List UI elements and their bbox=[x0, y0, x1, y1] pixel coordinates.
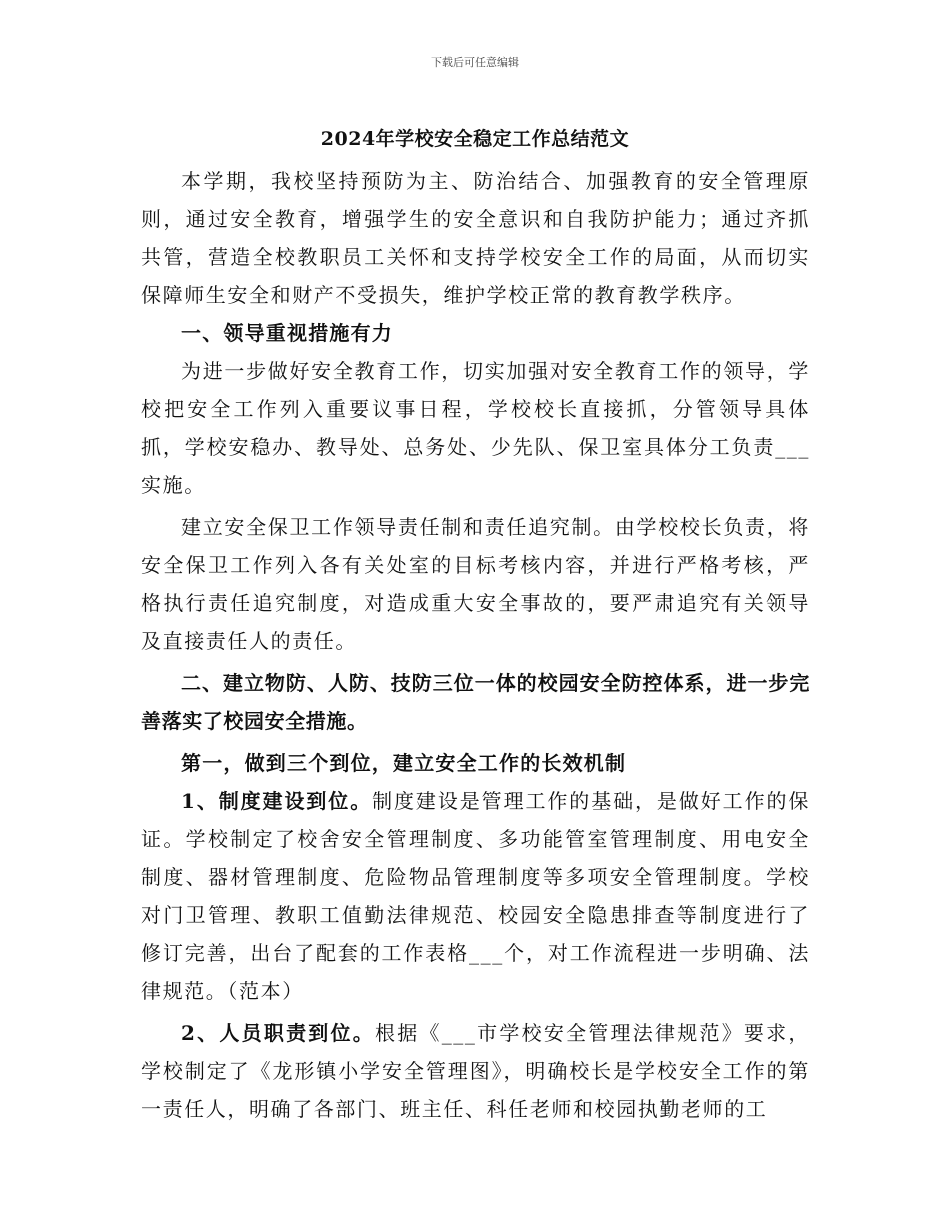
item1-text: 制度建设是管理工作的基础，是做好工作的保证。学校制定了校舍安全管理制度、多功能管室管理制度、用电安全制度、器材管理制度、危险物品管理制度等多项安全管理制度。学校对门卫管理、教职工值勤法律规范、校园安全隐患排查等制度进行了修订完善，出台了配套的工作表格___个，对工作流程进一步明确、法律规范。（范本） bbox=[141, 789, 810, 1003]
header-note: 下载后可任意编辑 bbox=[431, 56, 519, 69]
item1-paragraph bbox=[141, 782, 810, 1010]
document-body bbox=[141, 162, 810, 1128]
item2-lead: 2、人员职责到位。 bbox=[181, 1021, 376, 1045]
subsection1-heading: 第一，做到三个到位，建立安全工作的长效机制 bbox=[181, 751, 627, 775]
item2-text: 根据《___市学校安全管理法律规范》要求，学校制定了《龙形镇小学安全管理图》，明确校长是学校安全工作的第一责任人，明确了各部门、班主任、科任老师和校园执勤老师的工 bbox=[141, 1021, 810, 1121]
section1-heading: 一、领导重视措施有力 bbox=[181, 321, 393, 345]
section1-paragraph-1: 为进一步做好安全教育工作，切实加强对安全教育工作的领导，学校把安全工作列入重要议事日程，学校校长直接抓，分管领导具体抓，学校安稳办、教导处、总务处、少先队、保卫室具体分工负责___实施。 bbox=[141, 359, 810, 497]
item1-lead: 1、制度建设到位。 bbox=[181, 789, 373, 813]
item2-paragraph bbox=[141, 1014, 810, 1128]
section1-paragraph-2: 建立安全保卫工作领导责任制和责任追究制。由学校校长负责，将安全保卫工作列入各有关处室的目标考核内容，并进行严格考核，严格执行责任追究制度，对造成重大安全事故的，要严肃追究有关领导及直接责任人的责任。 bbox=[141, 515, 810, 653]
section2-heading: 二、建立物防、人防、技防三位一体的校园安全防控体系，进一步完善落实了校园安全措施。 bbox=[141, 671, 810, 733]
intro-paragraph: 本学期，我校坚持预防为主、防治结合、加强教育的安全管理原则，通过安全教育，增强学生的安全意识和自我防护能力；通过齐抓共管，营造全校教职员工关怀和支持学校安全工作的局面，从而切实保障师生安全和财产不受损失，维护学校正常的教育教学秩序。 bbox=[141, 169, 810, 307]
document-title: 2024年学校安全稳定工作总结范文 bbox=[320, 128, 630, 150]
